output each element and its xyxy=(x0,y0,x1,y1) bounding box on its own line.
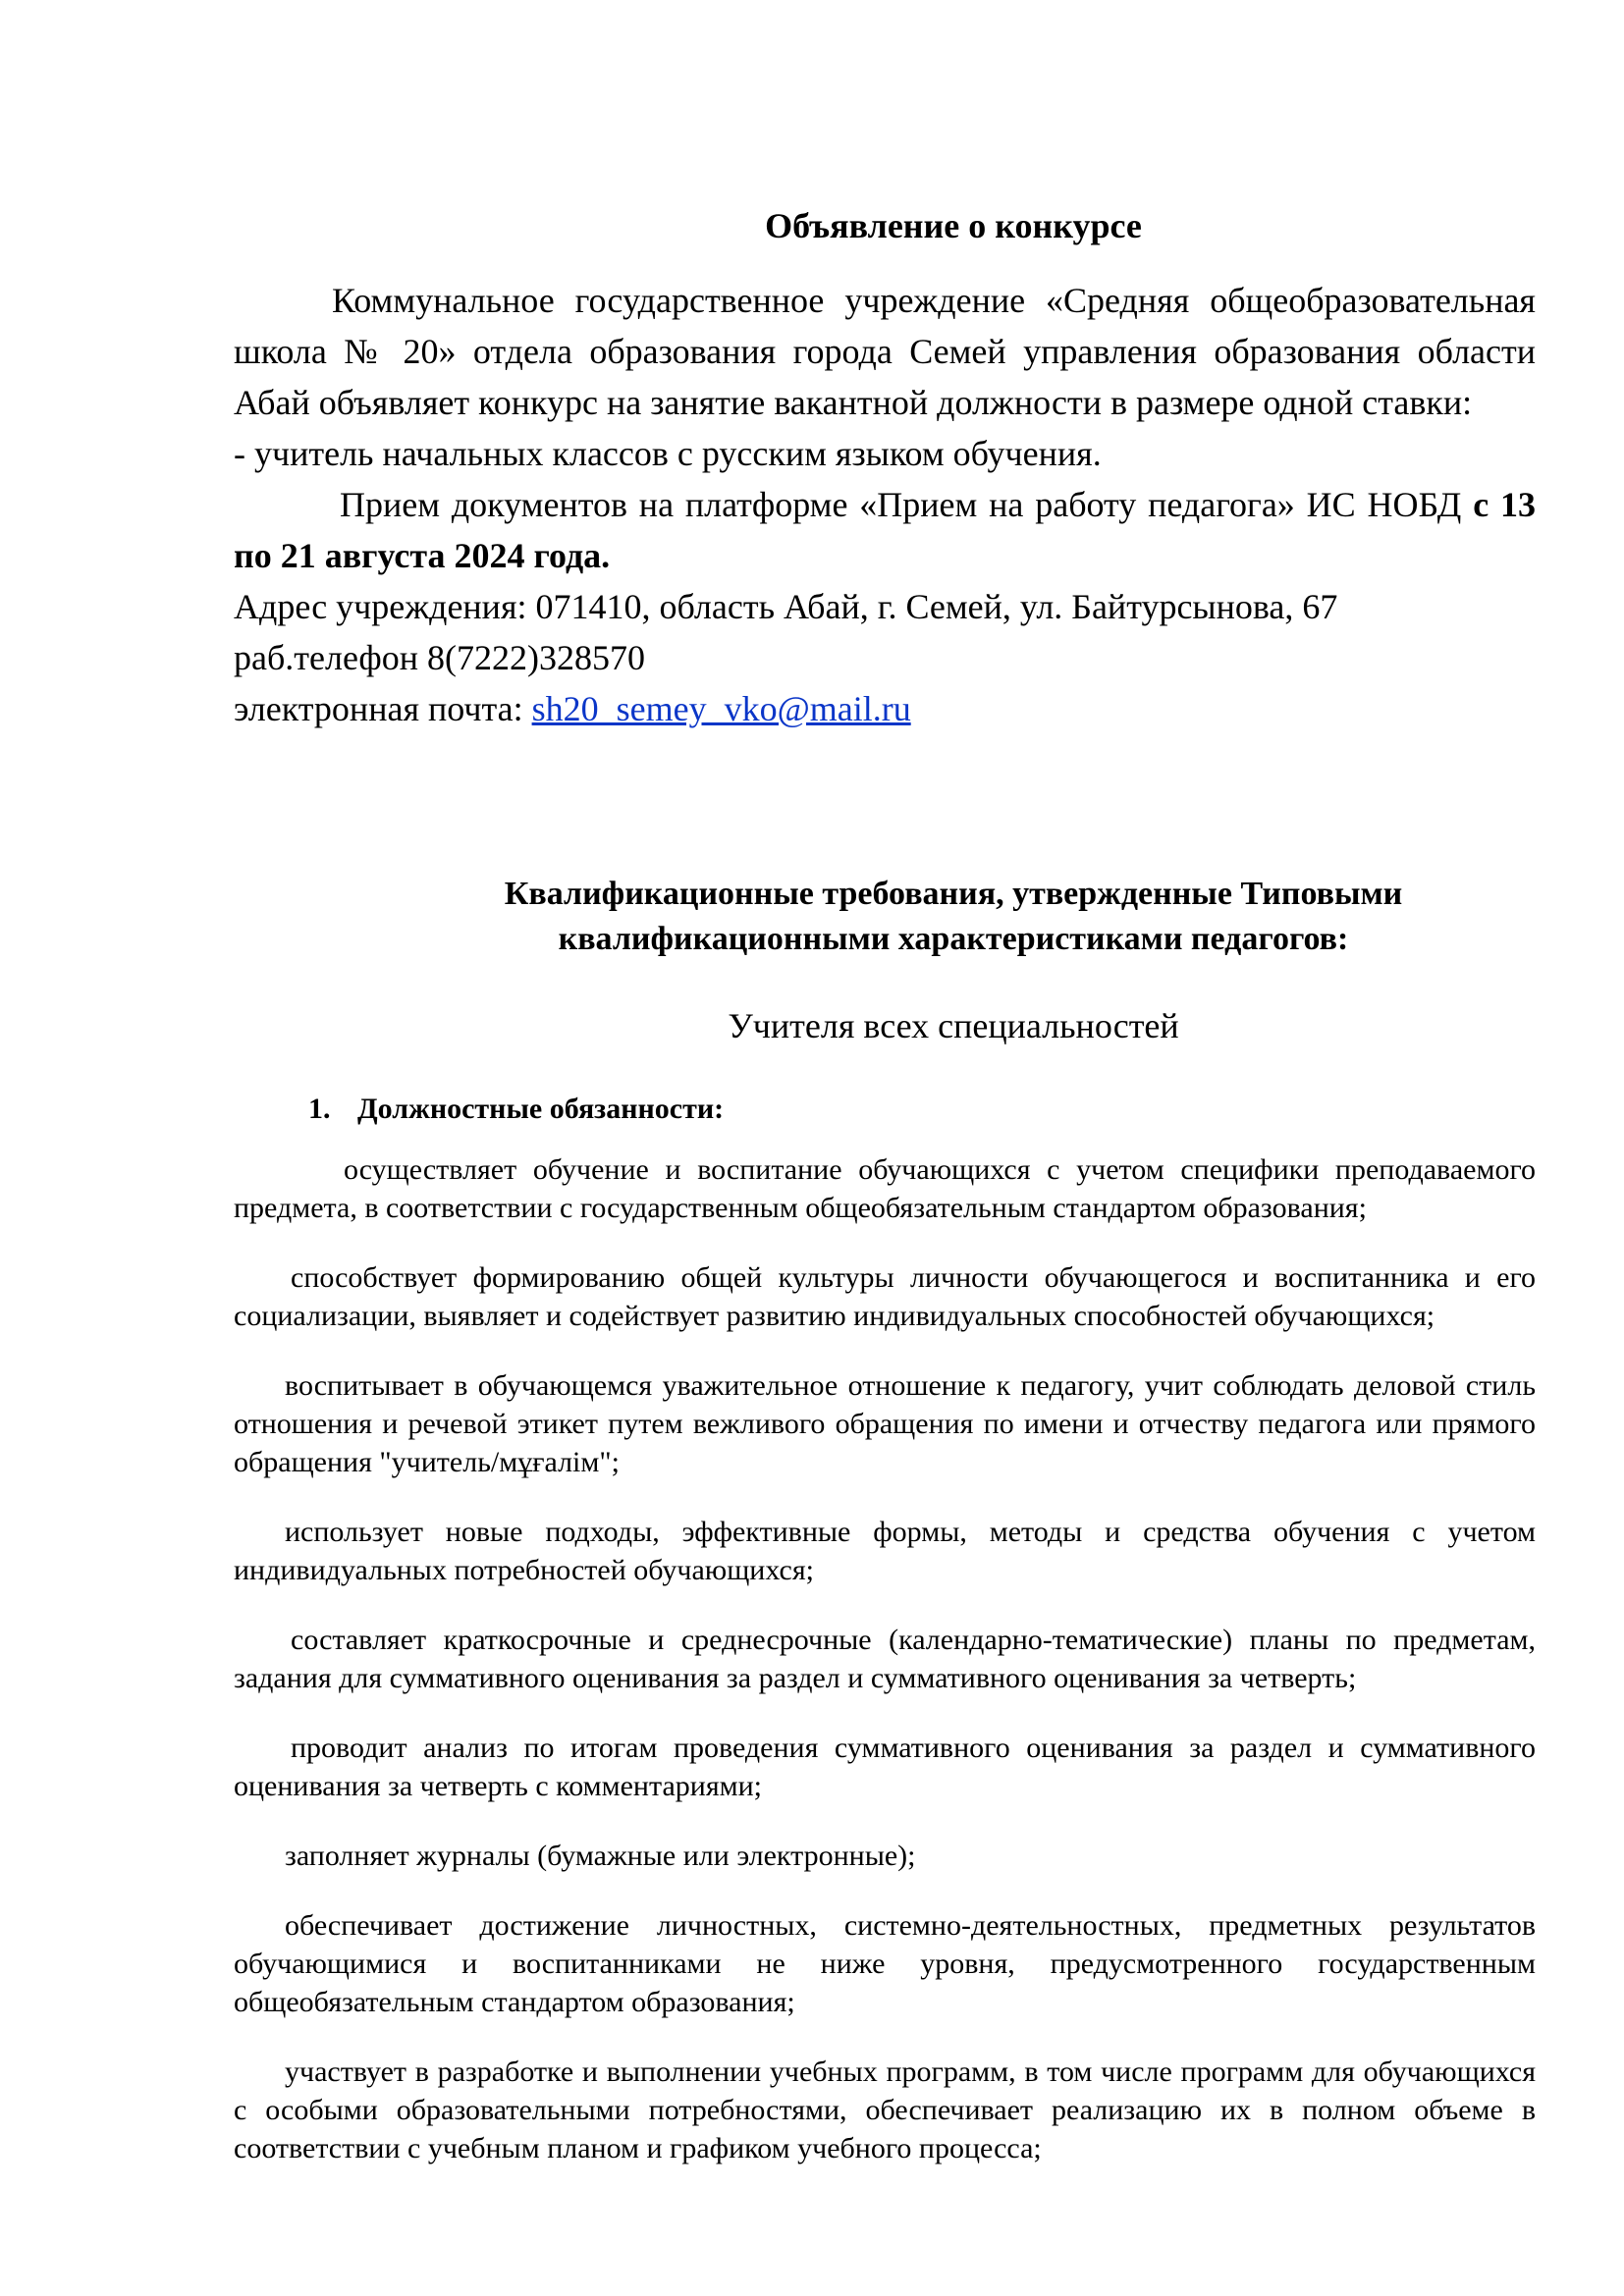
duty-paragraph: проводит анализ по итогам проведения суммативного оценивания за раздел и суммативного оценивания за четверть с комментариями; xyxy=(234,1732,1536,1802)
duty-paragraph: способствует формированию общей культуры личности обучающегося и воспитанника и его социализации, выявляет и содействует развитию индивидуальных способностей обучающихся; xyxy=(234,1261,1536,1332)
duty-paragraph: участвует в разработке и выполнении учебных программ, в том числе программ для обучающихся с особыми образовательными потребностями, обеспечивает реализацию их в полном объеме в соответствии с учебным планом и графиком учебного процесса; xyxy=(234,2056,1536,2164)
duty-paragraph: воспитывает в обучающемся уважительное отношение к педагогу, учит соблюдать деловой стиль отношения и речевой этикет путем вежливого обращения по имени и отчеству педагога или прямого обращения "учитель/мұғалім"; xyxy=(234,1369,1536,1478)
duty-paragraph: осуществляет обучение и воспитание обучающихся с учетом специфики преподаваемого предмета, в соответствии с государственным общеобязательным стандартом образования; xyxy=(234,1153,1536,1224)
email-label: электронная почта: xyxy=(234,689,532,728)
address-line: Адрес учреждения: 071410, область Абай, г. Семей, ул. Байтурсынова, 67 xyxy=(234,587,1338,626)
section-heading xyxy=(308,1090,724,1129)
documents-paragraph xyxy=(234,479,1536,581)
announcement-title: Объявление о конкурсе xyxy=(765,206,1142,245)
requirements-subtitle: Учителя всех специальностей xyxy=(728,1006,1179,1045)
section-title: Должностные обязанности: xyxy=(357,1093,725,1125)
vacancy-position: - учитель начальных классов с русским языком обучения. xyxy=(234,434,1102,473)
announcement-body xyxy=(234,275,1536,734)
duties-list xyxy=(234,1150,1536,2199)
section-number: 1. xyxy=(308,1093,331,1125)
duty-paragraph: использует новые подходы, эффективные формы, методы и средства обучения с учетом индивидуальных потребностей обучающихся; xyxy=(234,1516,1536,1586)
duty-paragraph: заполняет журналы (бумажные или электронные); xyxy=(285,1840,916,1872)
duty-paragraph: обеспечивает достижение личностных, системно-деятельностных, предметных результатов обучающимися и воспитанниками не ниже уровня, предусмотренного государственным общеобязательным стандартом образования; xyxy=(234,1909,1536,2018)
requirements-title-line2: квалификационными характеристиками педагогов: xyxy=(558,921,1349,957)
intro-paragraph: Коммунальное государственное учреждение «Средняя общеобразовательная школа № 20» отдела образования города Семей управления образования области Абай объявляет конкурс на занятие вакантной должности в размере одной ставки: xyxy=(234,281,1536,422)
email-line xyxy=(234,683,1536,734)
documents-text: Прием документов на платформе «Прием на работу педагога» ИС НОБД xyxy=(340,485,1474,524)
documents-dates: с 13 по 21 августа 2024 года. xyxy=(234,485,1537,575)
requirements-title xyxy=(234,872,1536,962)
email-link[interactable]: sh20_semey_vko@mail.ru xyxy=(531,689,911,728)
phone-line: раб.телефон 8(7222)328570 xyxy=(234,638,645,677)
requirements-title-line1: Квалификационные требования, утвержденные Типовыми xyxy=(504,876,1403,912)
duty-paragraph: составляет краткосрочные и среднесрочные (календарно-тематические) планы по предметам, задания для суммативного оценивания за раздел и суммативного оценивания за четверть; xyxy=(234,1624,1536,1694)
